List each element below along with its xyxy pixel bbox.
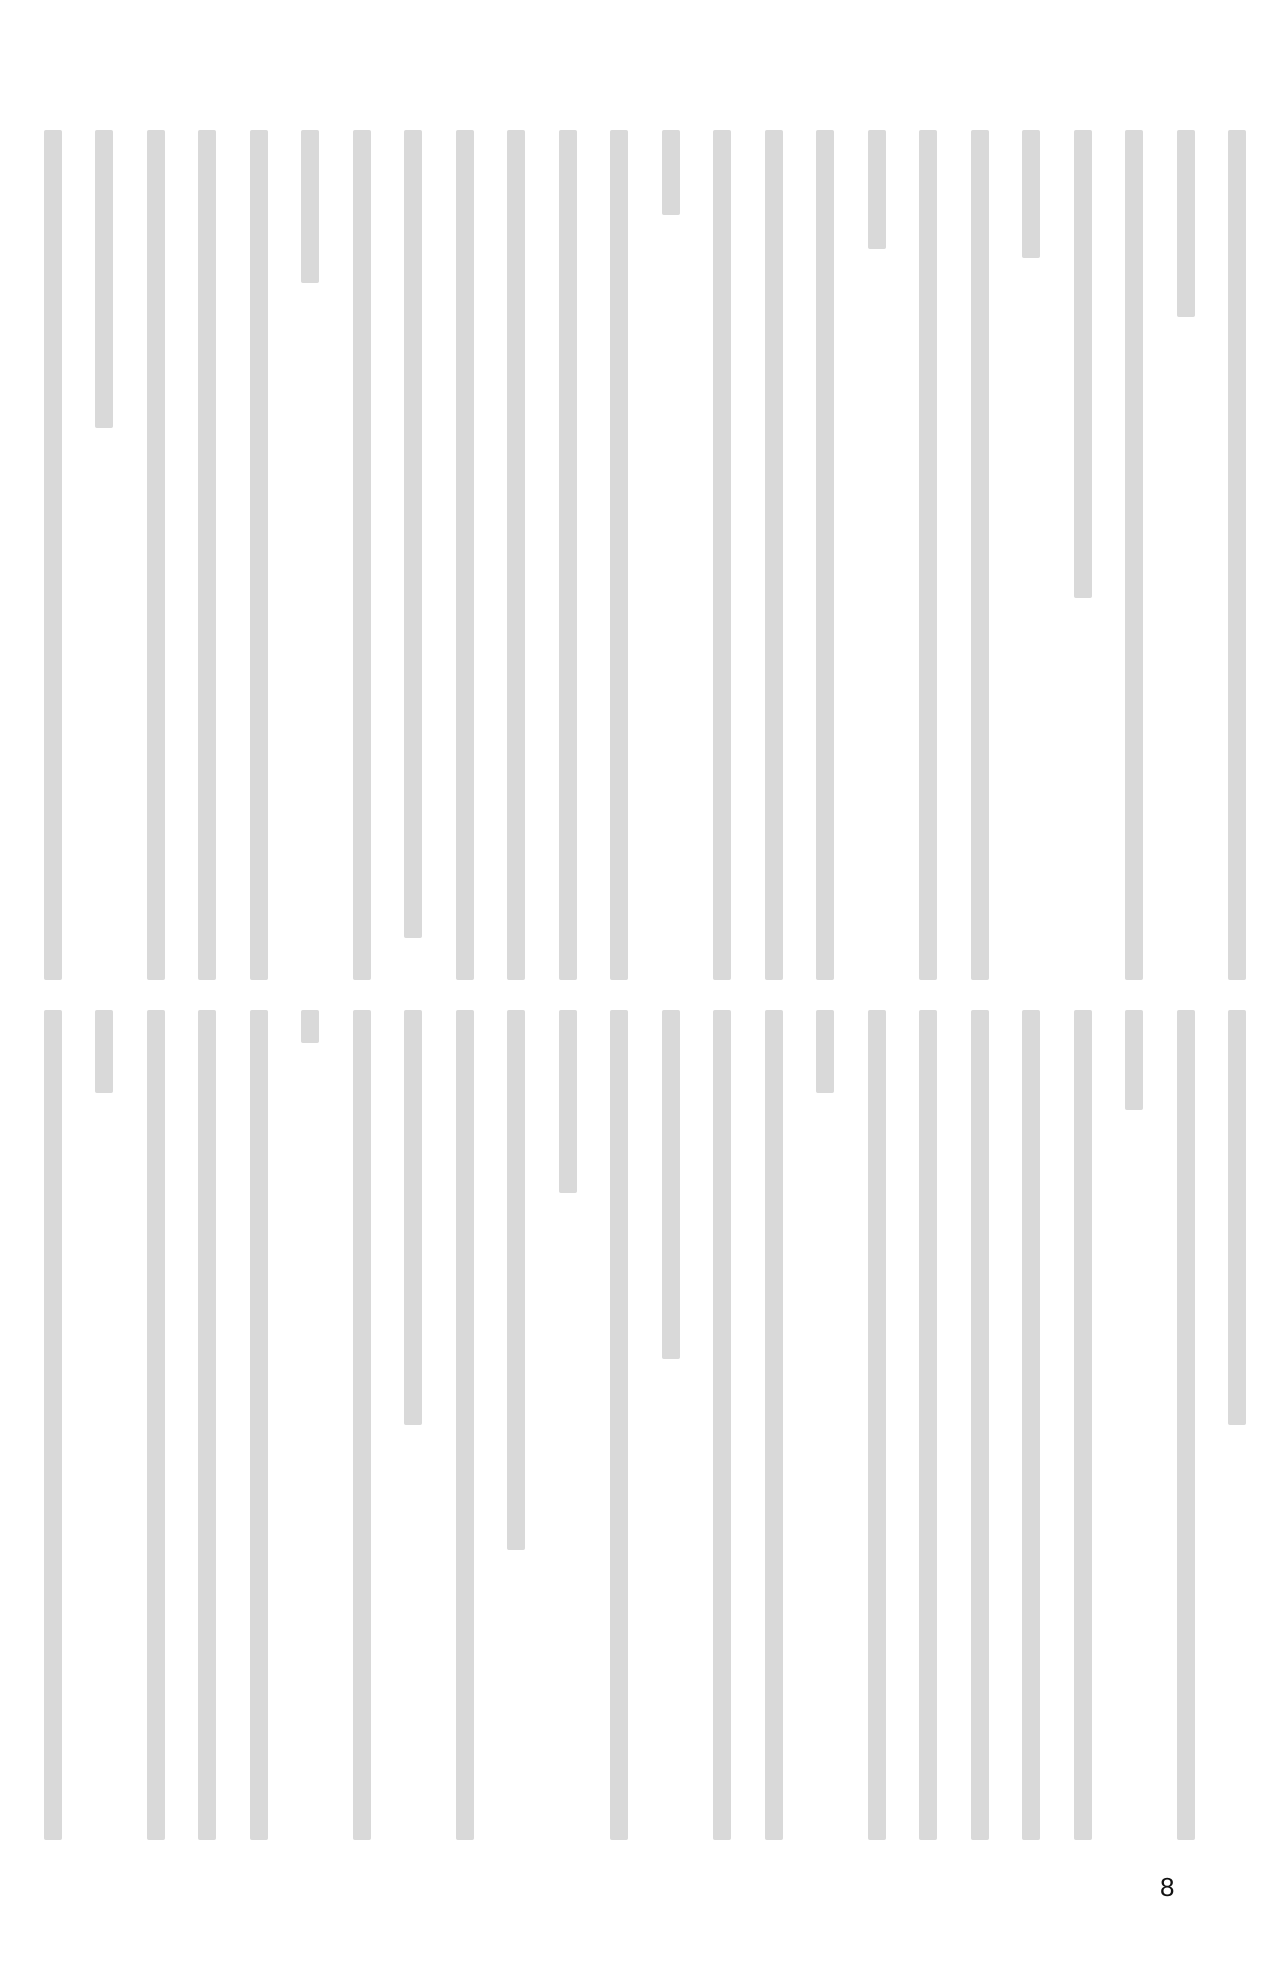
redacted-text-line — [198, 130, 216, 980]
redacted-text-line — [250, 130, 268, 980]
redacted-text-line — [610, 1010, 628, 1840]
redacted-text-line — [507, 1010, 525, 1550]
redacted-text-line — [1022, 1010, 1040, 1840]
redacted-text-line — [456, 130, 474, 980]
redacted-text-line — [610, 130, 628, 980]
redacted-text-line — [765, 1010, 783, 1840]
redacted-text-line — [868, 130, 886, 249]
redacted-text-line — [816, 130, 834, 980]
redacted-text-line — [1022, 130, 1040, 258]
redacted-text-line — [95, 130, 113, 428]
redacted-text-line — [971, 1010, 989, 1840]
redacted-text-line — [147, 130, 165, 980]
redacted-text-line — [1074, 1010, 1092, 1840]
redacted-text-line — [1125, 130, 1143, 980]
redacted-text-line — [353, 1010, 371, 1840]
redacted-text-line — [95, 1010, 113, 1093]
redacted-text-line — [456, 1010, 474, 1840]
redacted-text-line — [404, 1010, 422, 1425]
redacted-text-line — [765, 130, 783, 980]
redacted-text-line — [662, 130, 680, 215]
redacted-text-line — [919, 130, 937, 980]
redacted-text-line — [971, 130, 989, 980]
redacted-text-line — [507, 130, 525, 980]
page-number: 8 — [1160, 1872, 1175, 1902]
redacted-text-line — [1125, 1010, 1143, 1110]
redacted-text-line — [44, 130, 62, 980]
redacted-text-line — [662, 1010, 680, 1359]
redacted-text-line — [250, 1010, 268, 1840]
redacted-text-line — [1177, 130, 1195, 317]
redacted-text-line — [713, 130, 731, 980]
redacted-text-line — [559, 1010, 577, 1193]
redacted-text-line — [353, 130, 371, 980]
redacted-text-line — [301, 130, 319, 283]
redacted-text-line — [868, 1010, 886, 1840]
redacted-text-line — [1228, 130, 1246, 980]
redacted-text-line — [713, 1010, 731, 1840]
redacted-text-line — [816, 1010, 834, 1093]
redacted-text-line — [198, 1010, 216, 1840]
redacted-text-line — [301, 1010, 319, 1043]
redacted-text-line — [1074, 130, 1092, 598]
redacted-text-line — [44, 1010, 62, 1840]
redacted-text-line — [1177, 1010, 1195, 1840]
redacted-text-line — [147, 1010, 165, 1840]
redacted-text-line — [559, 130, 577, 980]
redacted-text-line — [919, 1010, 937, 1840]
redacted-text-line — [1228, 1010, 1246, 1425]
redacted-text-line — [404, 130, 422, 938]
